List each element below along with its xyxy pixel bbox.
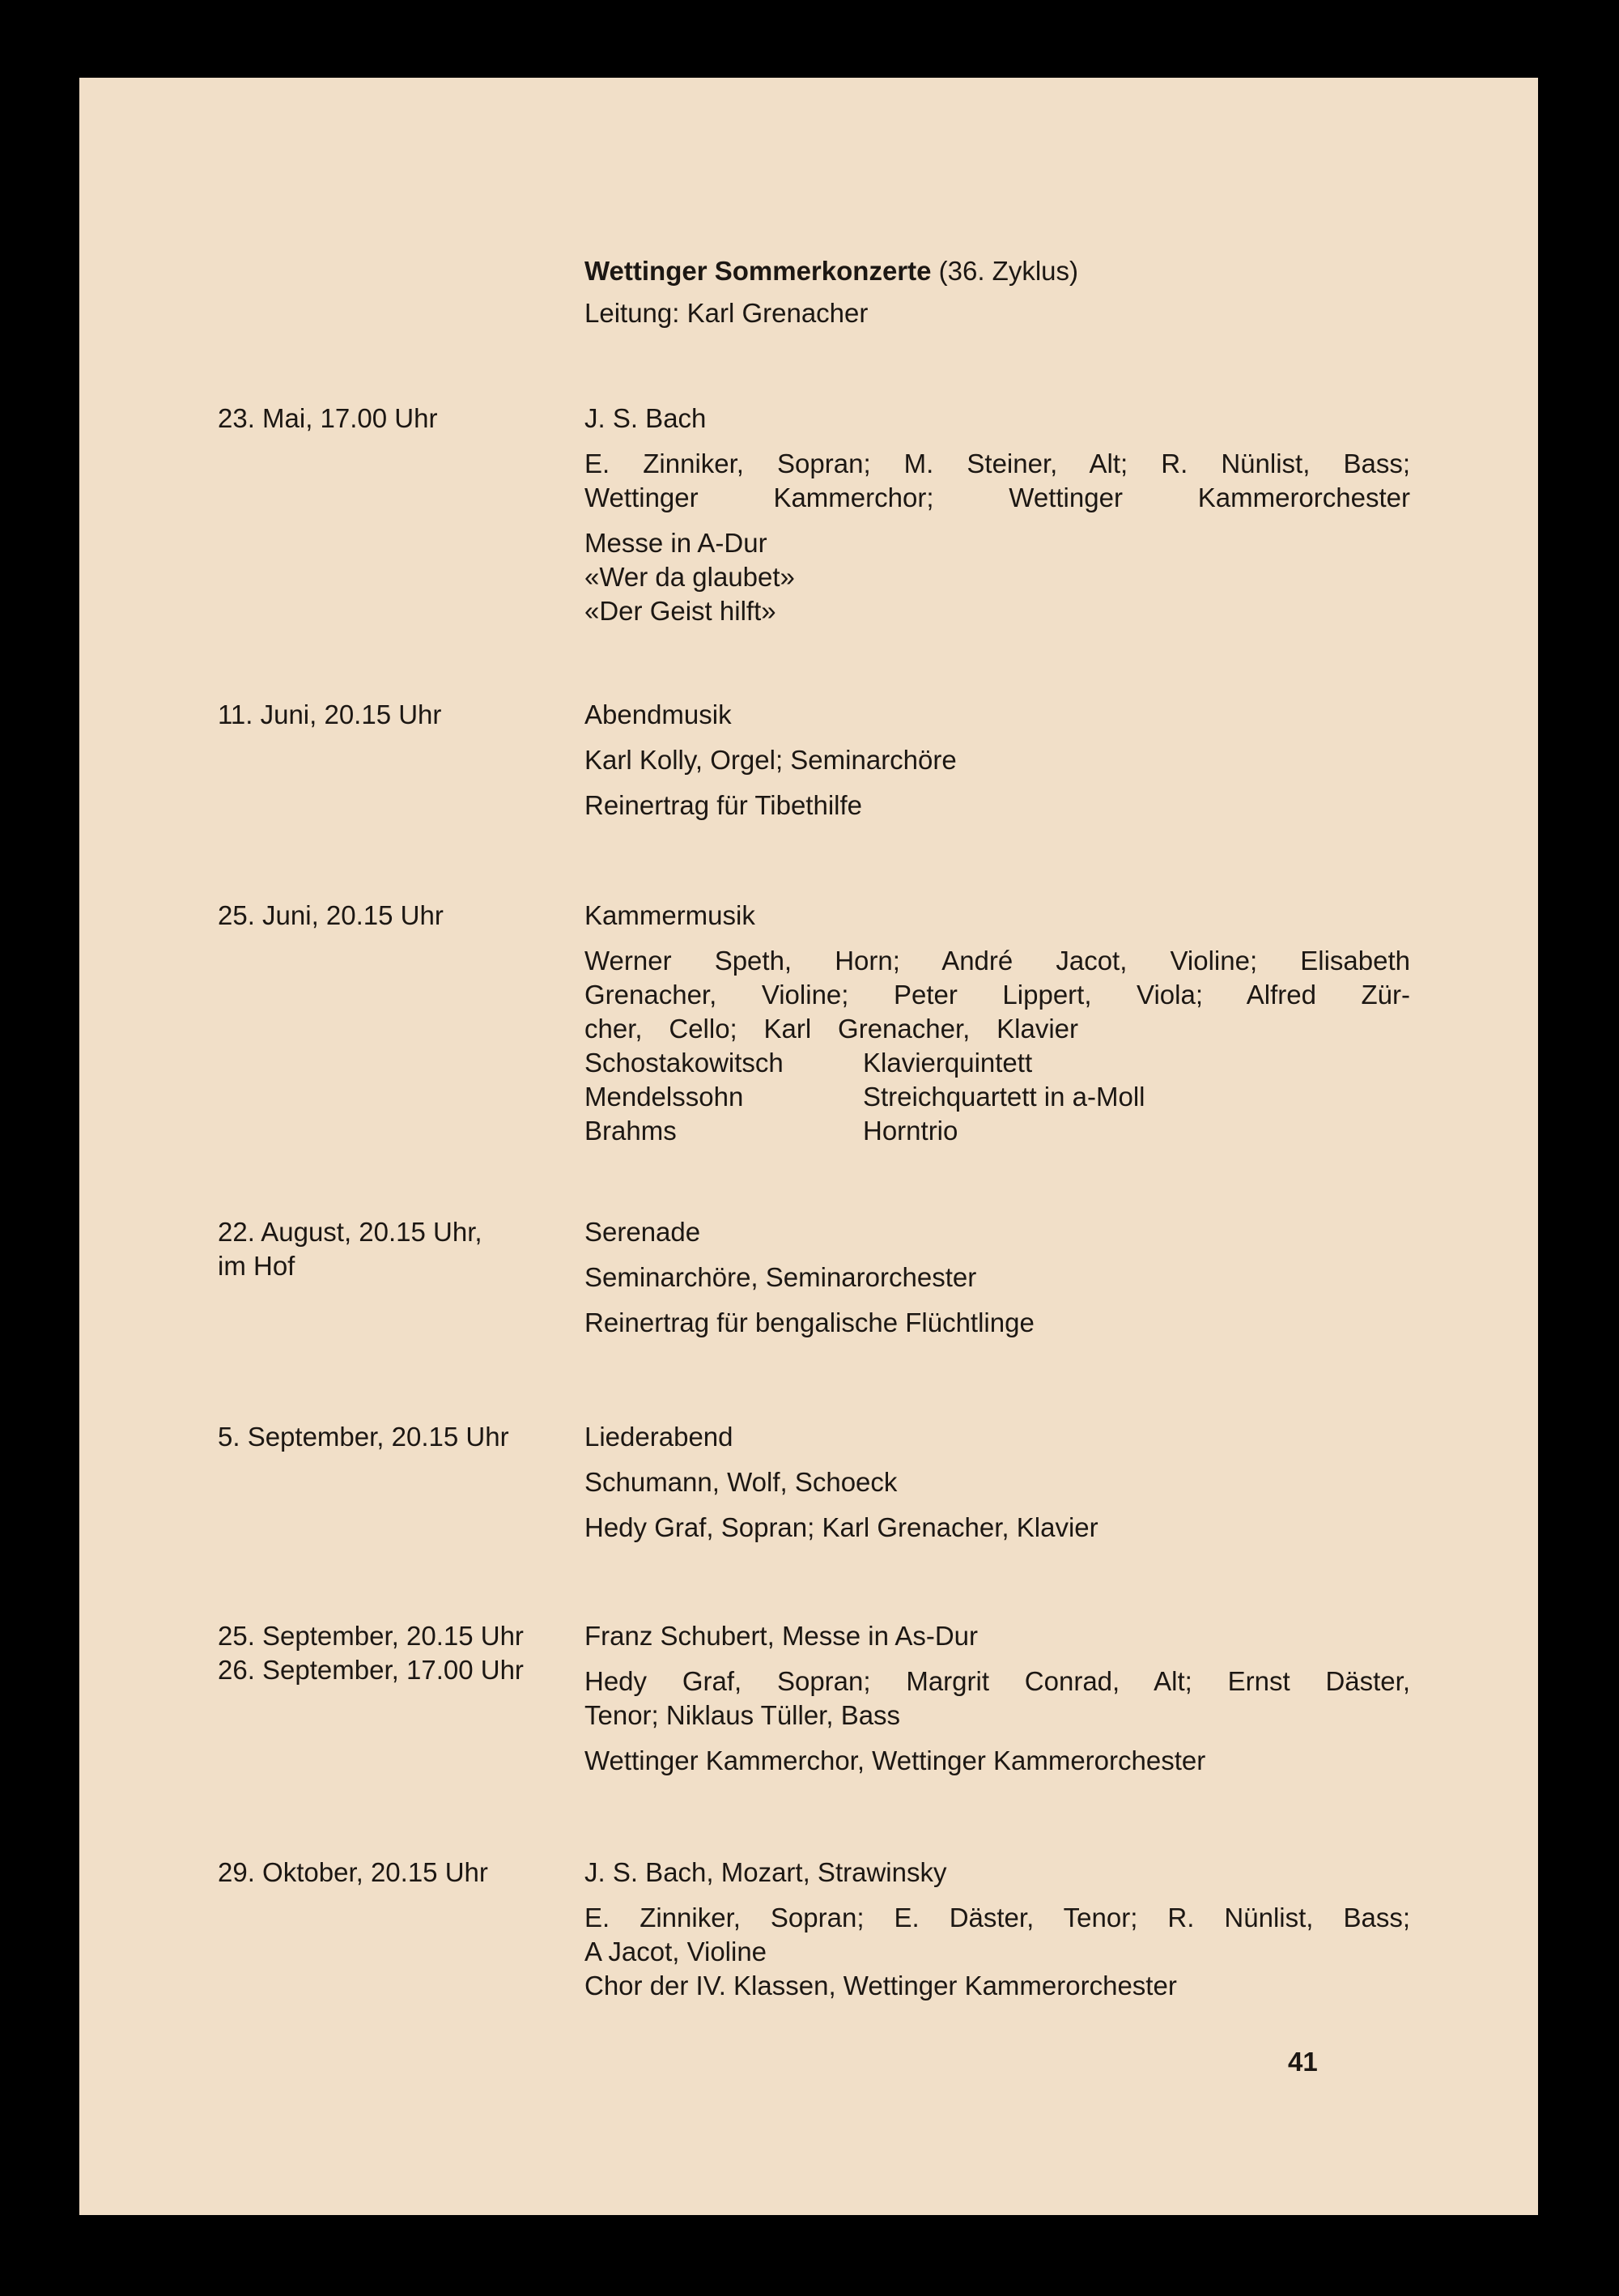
event-body bbox=[584, 698, 1410, 823]
event-performers-line: Tenor; Niklaus Tüller, Bass bbox=[584, 1700, 901, 1730]
event-title: Franz Schubert, Messe in As-Dur bbox=[584, 1621, 979, 1651]
event-title: Liederabend bbox=[584, 1422, 733, 1452]
event-title: Abendmusik bbox=[584, 699, 732, 729]
program-composer: Brahms bbox=[584, 1116, 677, 1146]
event-performers-line: E. Zinniker, Sopran; E. Däster, Tenor; R. Nünlist, Bass; bbox=[584, 1903, 1410, 1932]
event-note: Reinertrag für bengalische Flüchtlinge bbox=[584, 1307, 1035, 1337]
event-title: Serenade bbox=[584, 1217, 701, 1247]
event-performers-line: Werner Speth, Horn; André Jacot, Violine; Elisabeth bbox=[584, 946, 1410, 976]
event-performers: Hedy Graf, Sopran; Karl Grenacher, Klavier bbox=[584, 1512, 1098, 1542]
event-performers-line: Grenacher, Violine; Peter Lippert, Viola; Alfred Zür- bbox=[584, 980, 1410, 1010]
program-work: Klavierquintett bbox=[863, 1048, 1033, 1078]
program-work: Horntrio bbox=[863, 1116, 958, 1146]
event-date-line: im Hof bbox=[218, 1251, 295, 1281]
event-body bbox=[584, 1619, 1410, 1778]
event-ensembles: Wettinger Kammerchor, Wettinger Kammerorchester bbox=[584, 1745, 1206, 1775]
event-body bbox=[584, 1420, 1410, 1545]
event-performers-line: A Jacot, Violine bbox=[584, 1937, 767, 1966]
event-date: 11. Juni, 20.15 Uhr bbox=[218, 699, 442, 729]
event-date bbox=[218, 1215, 566, 1283]
document-page bbox=[79, 78, 1538, 2215]
series-title bbox=[584, 250, 1078, 292]
program-row bbox=[584, 1046, 1410, 1080]
event-performers-line: E. Zinniker, Sopran; M. Steiner, Alt; R. Nünlist, Bass; bbox=[584, 449, 1410, 478]
event-date: 29. Oktober, 20.15 Uhr bbox=[218, 1857, 488, 1887]
event-composers: Schumann, Wolf, Schoeck bbox=[584, 1467, 898, 1497]
series-title-rest: (36. Zyklus) bbox=[931, 256, 1079, 286]
event-performers-line: Wettinger Kammerchor; Wettinger Kammerorchester bbox=[584, 483, 1410, 512]
event-performers: Karl Kolly, Orgel; Seminarchöre bbox=[584, 745, 957, 775]
event-date-line: 26. September, 17.00 Uhr bbox=[218, 1655, 524, 1685]
page-number: 41 bbox=[1288, 2047, 1318, 2077]
event-date-line: 22. August, 20.15 Uhr, bbox=[218, 1217, 482, 1247]
series-leitung: Leitung: Karl Grenacher bbox=[584, 298, 869, 328]
event-note: Reinertrag für Tibethilfe bbox=[584, 790, 863, 820]
series-title-bold: Wettinger Sommerkonzerte bbox=[584, 256, 932, 286]
program-row bbox=[584, 1114, 1410, 1148]
event-work: Messe in A-Dur bbox=[584, 528, 767, 558]
event-date-line: 25. September, 20.15 Uhr bbox=[218, 1621, 524, 1651]
event-date bbox=[218, 1619, 566, 1687]
program-work: Streichquartett in a-Moll bbox=[863, 1082, 1145, 1112]
header bbox=[584, 250, 1078, 334]
event-title: Kammermusik bbox=[584, 900, 755, 930]
event-title: J. S. Bach bbox=[584, 403, 707, 433]
event-body bbox=[584, 1856, 1410, 2003]
program-composer: Schostakowitsch bbox=[584, 1048, 784, 1078]
event-body bbox=[584, 1215, 1410, 1340]
event-performers-line: Chor der IV. Klassen, Wettinger Kammerorchester bbox=[584, 1971, 1177, 2000]
event-work: «Der Geist hilft» bbox=[584, 596, 776, 626]
event-body bbox=[584, 402, 1410, 628]
event-date: 25. Juni, 20.15 Uhr bbox=[218, 900, 444, 930]
event-date: 5. September, 20.15 Uhr bbox=[218, 1422, 509, 1452]
event-performers: Seminarchöre, Seminarorchester bbox=[584, 1262, 977, 1292]
event-performers-line: cher, Cello; Karl Grenacher, Klavier bbox=[584, 1014, 1078, 1044]
event-date: 23. Mai, 17.00 Uhr bbox=[218, 403, 438, 433]
program-composer: Mendelssohn bbox=[584, 1082, 744, 1112]
event-performers-line: Hedy Graf, Sopran; Margrit Conrad, Alt; Ernst Däster, bbox=[584, 1666, 1410, 1696]
event-body bbox=[584, 899, 1410, 1148]
event-work: «Wer da glaubet» bbox=[584, 562, 795, 592]
event-title: J. S. Bach, Mozart, Strawinsky bbox=[584, 1857, 947, 1887]
program-row bbox=[584, 1080, 1410, 1114]
